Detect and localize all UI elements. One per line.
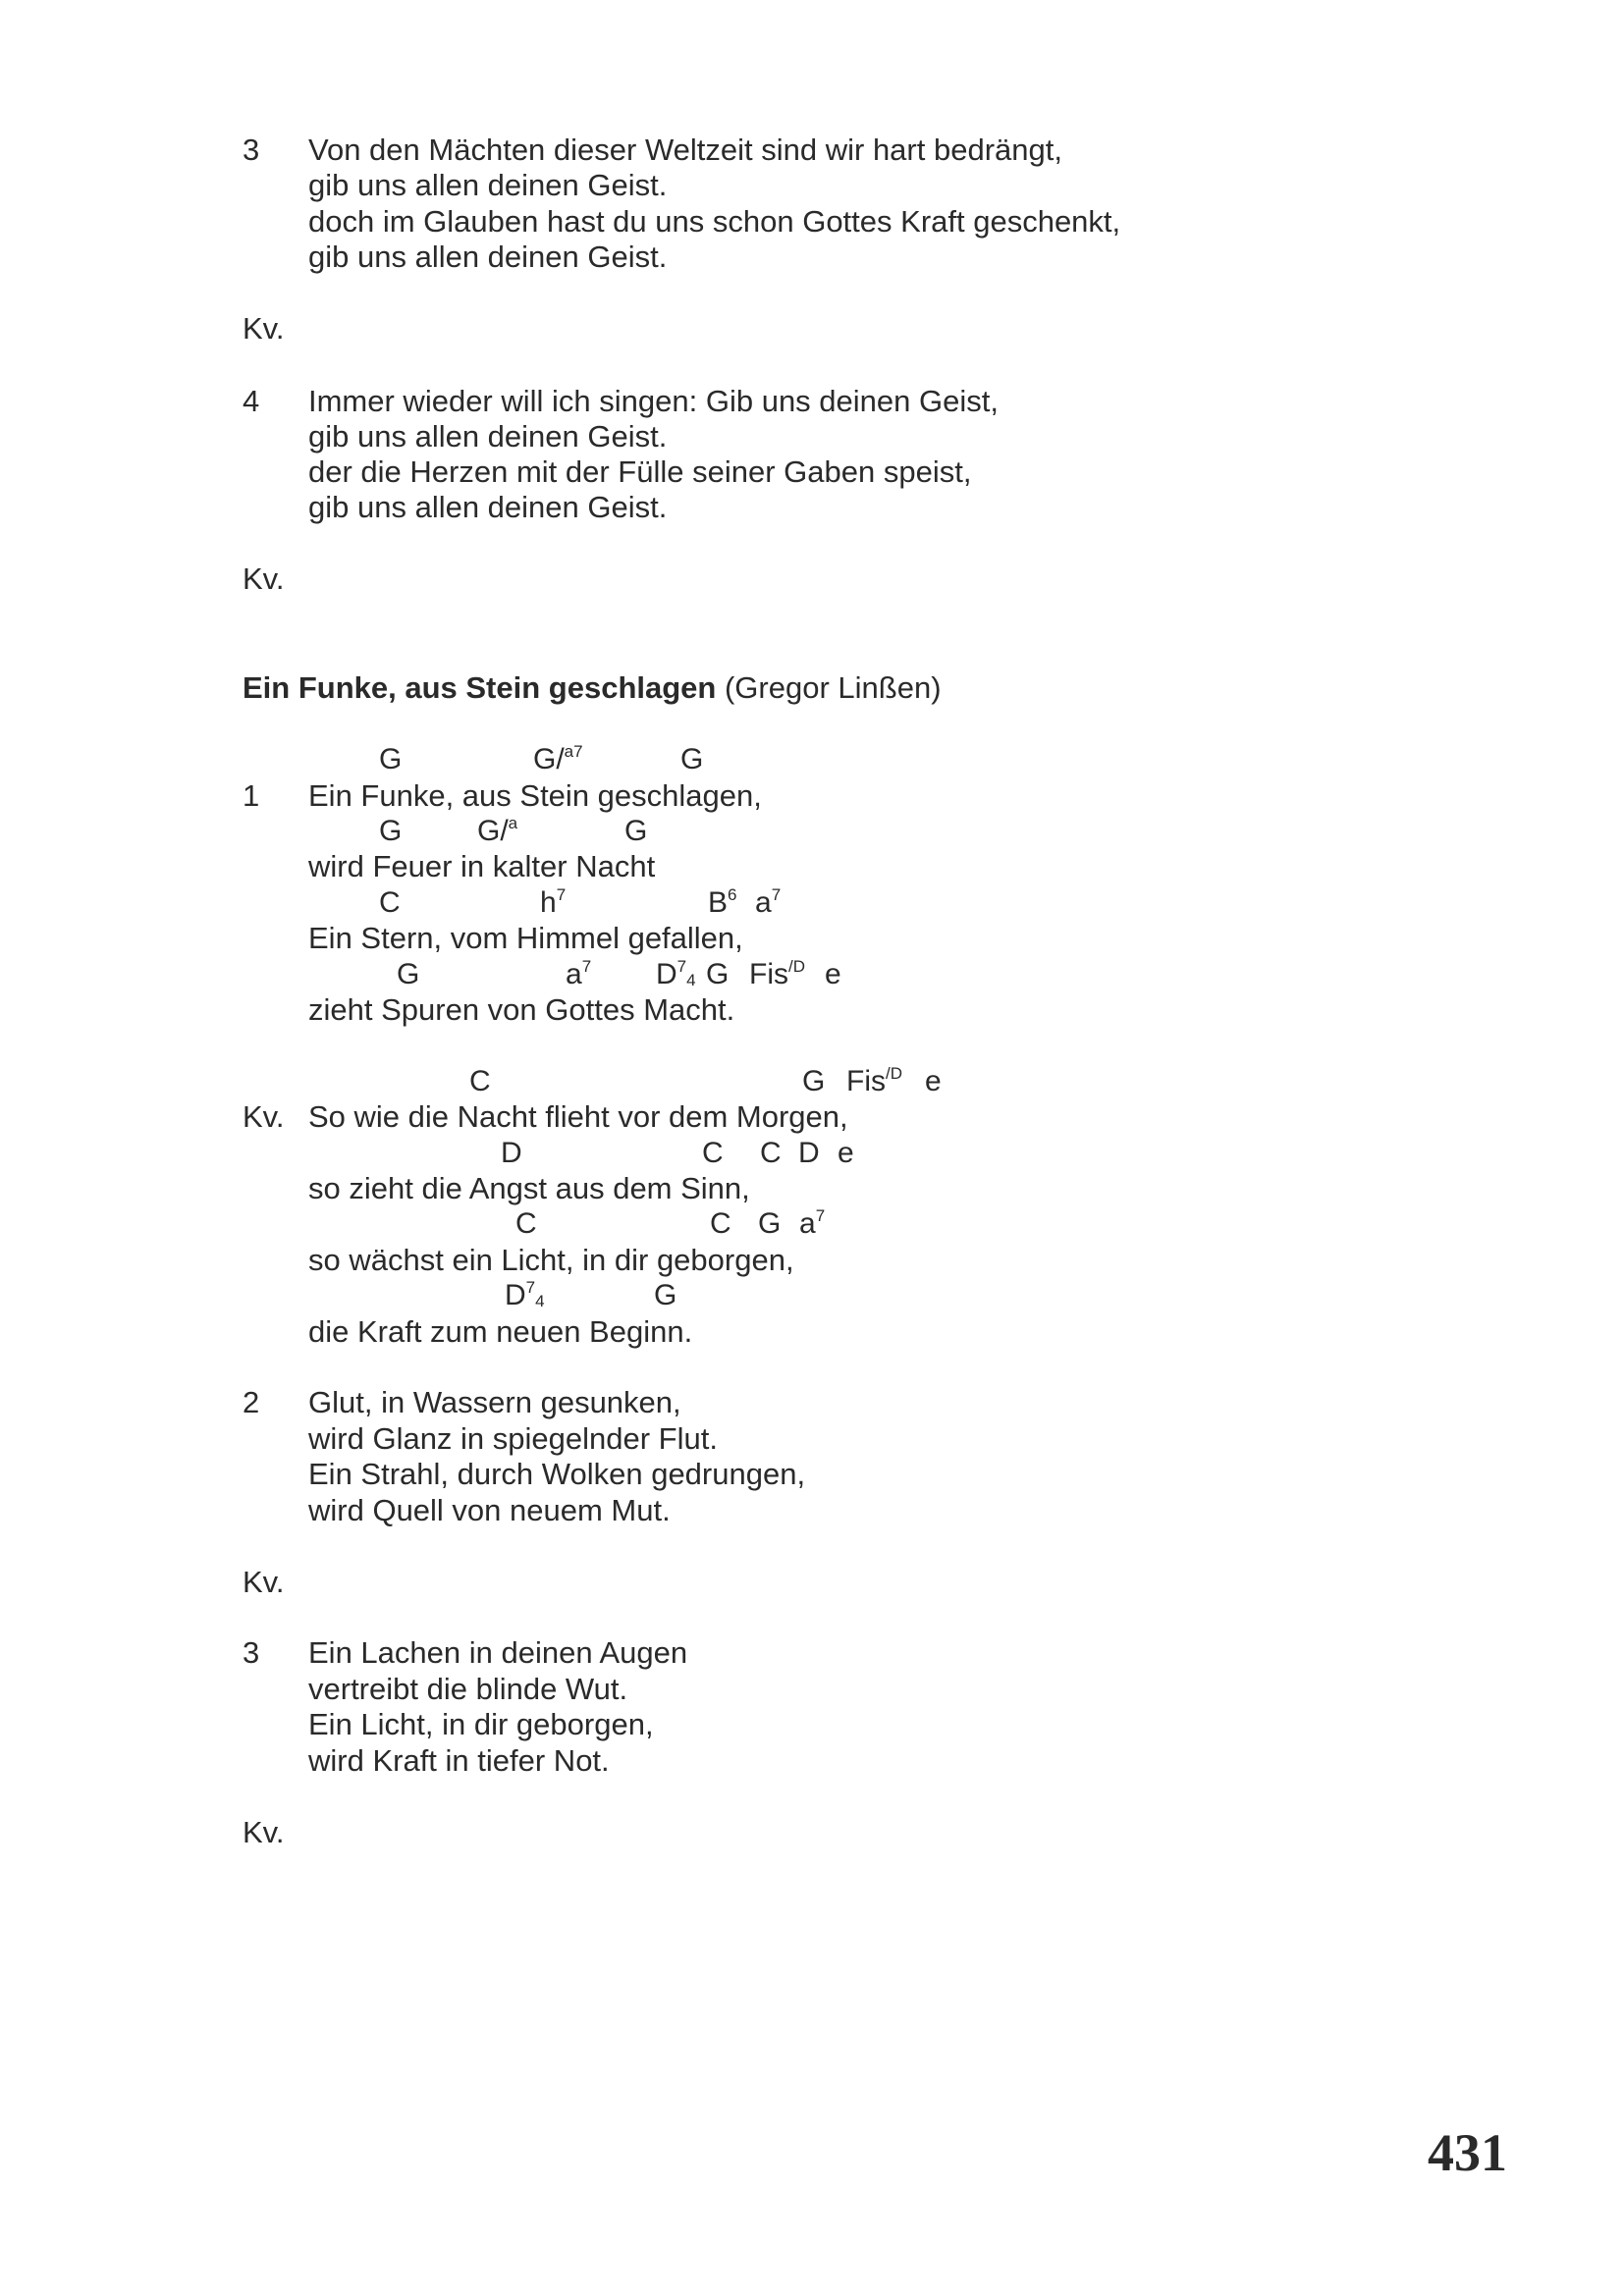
song-title-line bbox=[243, 670, 942, 706]
lyric-line: wird Kraft in tiefer Not. bbox=[308, 1743, 610, 1778]
chord: $h^7$ bbox=[540, 885, 567, 919]
lyric-line: so zieht die Angst aus dem Sinn, bbox=[308, 1171, 750, 1205]
verse-number: 2 bbox=[243, 1385, 260, 1419]
lyric-line: die Kraft zum neuen Beginn. bbox=[308, 1314, 693, 1349]
lyric-line: wird Glanz in spiegelnder Flut. bbox=[308, 1421, 718, 1456]
chord: e bbox=[825, 958, 841, 990]
refrain-marker: Kv. bbox=[243, 311, 285, 346]
lyric-line: wird Feuer in kalter Nacht bbox=[308, 849, 656, 883]
lyric-line: wird Quell von neuem Mut. bbox=[308, 1493, 671, 1527]
lyric-line: Ein Licht, in dir geborgen, bbox=[308, 1707, 654, 1741]
lyric-line: gib uns allen deinen Geist. bbox=[308, 168, 668, 202]
chord: G bbox=[680, 743, 704, 775]
chord: $a^7$ bbox=[755, 885, 782, 919]
chord: Fis$^{/D}$ bbox=[749, 957, 805, 990]
verse-number: 1 bbox=[243, 778, 260, 813]
chord: $a^7$ bbox=[566, 957, 592, 990]
lyric-line: So wie die Nacht flieht vor dem Morgen, bbox=[308, 1099, 848, 1134]
chord: Fis$^{/D}$ bbox=[846, 1064, 902, 1097]
chord: G bbox=[758, 1207, 782, 1240]
chord: G bbox=[654, 1279, 677, 1311]
chord: D bbox=[501, 1137, 522, 1169]
chord: e bbox=[838, 1137, 854, 1169]
chord: $B^6$ bbox=[708, 885, 737, 919]
lyric-line: Ein Stern, vom Himmel gefallen, bbox=[308, 921, 743, 955]
lyric-line: Immer wieder will ich singen: Gib uns deinen Geist, bbox=[308, 384, 999, 418]
lyric-line: zieht Spuren von Gottes Macht. bbox=[308, 992, 735, 1027]
lyric-line: vertreibt die blinde Wut. bbox=[308, 1672, 628, 1706]
chord: G bbox=[379, 815, 403, 847]
refrain-label: Kv. bbox=[243, 1099, 285, 1134]
chord: C bbox=[760, 1137, 782, 1169]
lyric-line: Ein Funke, aus Stein geschlagen, bbox=[308, 778, 762, 813]
chord: G bbox=[624, 815, 648, 847]
chord: G bbox=[379, 743, 403, 775]
song-author: (Gregor Linßen) bbox=[724, 670, 942, 705]
page-number: 431 bbox=[1428, 2123, 1507, 2182]
refrain-marker: Kv. bbox=[243, 561, 285, 596]
lyric-line: doch im Glauben hast du uns schon Gottes Kraft geschenkt, bbox=[308, 204, 1121, 239]
chord: G/$^a$ bbox=[477, 814, 518, 847]
lyric-line: Ein Strahl, durch Wolken gedrungen, bbox=[308, 1457, 806, 1491]
refrain-marker: Kv. bbox=[243, 1815, 285, 1849]
lyric-line: Ein Lachen in deinen Augen bbox=[308, 1635, 688, 1670]
verse-number: 3 bbox=[243, 133, 260, 167]
verse-number: 3 bbox=[243, 1635, 260, 1670]
chord: $D^7_4$ bbox=[656, 957, 696, 990]
chord: $D^7_4$ bbox=[505, 1278, 545, 1311]
refrain-marker: Kv. bbox=[243, 1565, 285, 1599]
chord: G bbox=[706, 958, 730, 990]
chord: e bbox=[925, 1065, 942, 1097]
chord: C bbox=[469, 1065, 491, 1097]
verse-number: 4 bbox=[243, 384, 260, 418]
chord: G bbox=[397, 958, 420, 990]
lyric-line: so wächst ein Licht, in dir geborgen, bbox=[308, 1243, 794, 1277]
lyric-line: Glut, in Wassern gesunken, bbox=[308, 1385, 681, 1419]
song-title: Ein Funke, aus Stein geschlagen bbox=[243, 670, 717, 705]
chord: D bbox=[798, 1137, 820, 1169]
chord: C bbox=[379, 886, 401, 919]
lyric-line: der die Herzen mit der Fülle seiner Gaben speist, bbox=[308, 454, 972, 489]
chord: $a^7$ bbox=[799, 1206, 826, 1240]
chord: C bbox=[702, 1137, 724, 1169]
chord: G bbox=[802, 1065, 826, 1097]
lyric-line: Von den Mächten dieser Weltzeit sind wir hart bedrängt, bbox=[308, 133, 1062, 167]
lyric-line: gib uns allen deinen Geist. bbox=[308, 490, 668, 524]
lyric-line: gib uns allen deinen Geist. bbox=[308, 419, 668, 454]
chord: C bbox=[515, 1207, 537, 1240]
lyric-line: gib uns allen deinen Geist. bbox=[308, 240, 668, 274]
chord: C bbox=[710, 1207, 731, 1240]
chord: G/$^{a7}$ bbox=[533, 742, 583, 775]
